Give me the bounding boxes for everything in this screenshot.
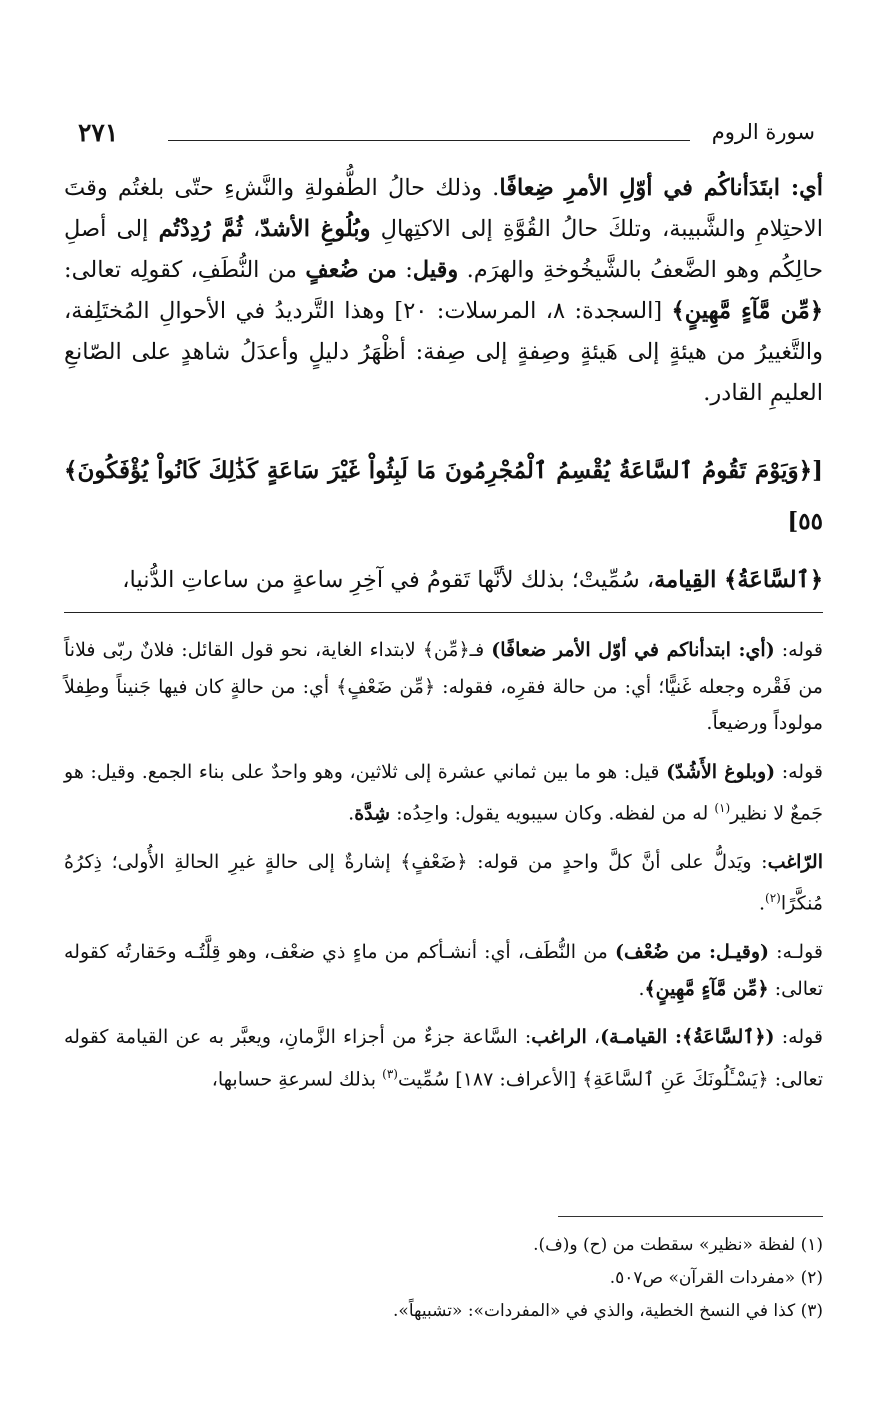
text-bold-2: وبُلُوغِ الأشدّ (260, 216, 371, 242)
c4-a: قولـه: (769, 941, 823, 964)
c4-text: من النُّطَف، أي: أنشـأكم من ماءٍ ذي ضعْف، وهو قِلَّتُـه وحَقارتُه كقوله تعالى: (64, 941, 823, 1000)
text-bold-3: ثُمَّ رُدِدْتُم (158, 216, 243, 242)
c5-quote: (﴿ٱلسَّاعَةُ﴾: القيامـة) (600, 1026, 775, 1049)
quran-quote: ﴿مِّن مَّآءٍ مَّهِينٍ﴾ (671, 298, 824, 324)
text-bold-5: من ضُعفٍ (305, 257, 397, 283)
commentary-paragraph-3 (64, 844, 823, 922)
surah-title: سورة الروم (711, 120, 815, 144)
quran-verse: [﴿وَيَوْمَ تَقُومُ ٱلسَّاعَةُ يُقْسِمُ ٱلْمُجْرِمُونَ مَا لَبِثُواْ غَيْرَ سَاعَةٍ كَذَٰلِكَ كَانُواْ يُؤْفَكُونَ﴾ ٥٥] (64, 457, 823, 535)
glossary-text: ، سُمِّيتْ؛ بذلك لأنَّها تَقومُ في آخِرِ ساعةٍ من ساعاتِ الدُّنيا، (122, 567, 655, 593)
footnote-ref-2[interactable]: (٢) (765, 891, 781, 906)
text-3: إلى أصلِ حالِكُم وهو الضَّعفُ بالشَّيخُوخةِ والهرَم. (64, 216, 824, 283)
c1-text: فـ﴿مِّن﴾ لابتداء الغاية، نحو قول القائل: فلانٌ ربّى فلاناً من فَقْره وجعله غَنيًّا؛ أي: من حالة فقرِه، فقوله: ﴿مِّن ضَعْفٍ﴾ أي: من حالةٍ كان فيها جَنيناً وطِفلاً مولوداً ورضيعاً. (64, 639, 823, 734)
commentary-paragraph-5 (64, 1019, 823, 1097)
footnote-3: (٣) كذا في النسخ الخطية، والذي في «المفردات»: «تشبيهاً». (393, 1301, 823, 1321)
c5-end: بذلك لسرعةِ حسابها، (211, 1067, 383, 1090)
footnotes (64, 1232, 823, 1331)
commentary-paragraph-1 (64, 632, 823, 742)
c2-a: قوله: (775, 760, 823, 783)
section-divider (64, 612, 823, 613)
text-1: . وذلك حالُ الطُّفولةِ والنَّشءِ حتّى بلغتُم وقتَ الاحتِلامِ والشَّبيبة، وتلكَ حالُ القُوَّةِ إلى الاكتِهالِ (64, 175, 823, 242)
text-6: [السجدة: ٨، المرسلات: ٢٠] وهذا التَّرديدُ في الأحوالِ المُختَلِفة، والتَّغييرُ من هيئةٍ إلى هَيئةٍ وصِفةٍ إلى صِفة: أظْهَرُ دليلٍ وأعدَلُ شاهدٍ على الصّانعِ العليمِ القادر. (64, 298, 823, 406)
c2-text-2: له من لفظه. وكان سيبويه يقول: واحِدُه: (390, 802, 715, 825)
c1-quote: (أي: ابتدأناكم في أوّل الأمر ضعافًا) (491, 639, 775, 661)
c3-end: . (758, 892, 765, 915)
c2-end: . (348, 802, 355, 825)
c2-bold: شِدَّة (354, 802, 391, 825)
c4-quran: ﴿مِّن مَّآءٍ مَّهِينٍ﴾ (644, 977, 769, 1000)
glossary-term: ﴿ٱلسَّاعَةُ﴾ القِيامة (654, 567, 823, 593)
main-text (64, 168, 823, 414)
page-header (78, 118, 815, 158)
c1-a: قوله: (774, 639, 823, 661)
c5-source: الراغب (531, 1026, 587, 1049)
main-paragraph (64, 168, 823, 414)
text-2: ، (242, 216, 261, 242)
text-4: : (396, 257, 413, 283)
c5-sep: ، (586, 1026, 601, 1049)
footnote-ref-3[interactable]: (٣) (382, 1066, 398, 1081)
c4-quote: (وقيـل: من ضُعْف) (615, 941, 769, 964)
c3-text: : ويَدلُّ على أنَّ كلَّ واحدٍ من قوله: ﴿ضَعْفٍ﴾ إشارةٌ إلى حالةٍ غيرِ الحالةِ الأُولى؛ ذِكرُهُ مُنكَّرًا (64, 850, 823, 915)
header-rule (168, 140, 690, 141)
commentary-paragraph-2 (64, 754, 823, 832)
c4-end: . (638, 977, 645, 1000)
c2-quote: (وبلوغ الأَشُدّ) (666, 760, 776, 783)
page-number: ٢٧١ (78, 118, 119, 147)
footnote-2: (٢) «مفردات القرآن» ص٥٠٧. (609, 1268, 823, 1288)
text-5: من النُّطَفِ، كقولِه تعالى: (64, 257, 306, 283)
c5-text: : السَّاعة جزءٌ من أجزاء الزَّمانِ، ويعبَّر به عن القيامة كقوله تعالى: ﴿يَسْـَٔلُونَكَ عَنِ ٱلسَّاعَةِ﴾ [الأعراف: ١٨٧] سُمِّيت (64, 1026, 823, 1090)
c2-text: قيل: هو ما بين ثماني عشرة إلى ثلاثين، وهو واحدٌ على بناء الجمع. وقيل: هو جَمعٌ لا نظير (64, 760, 823, 825)
text-bold-1: أي: ابتَدَأناكُم في أوّلِ الأمرِ ضِعافًا (499, 175, 824, 201)
commentary (64, 632, 823, 1109)
footnote-rule (558, 1216, 823, 1217)
footnote-1: (١) لفظة «نظير» سقطت من (ح) و(ف). (533, 1235, 823, 1255)
glossary-line (64, 560, 823, 600)
c3-source: الرّاغب (767, 850, 823, 873)
c5-a: قوله: (774, 1026, 824, 1049)
text-bold-4: وقيل (412, 257, 459, 283)
commentary-paragraph-4 (64, 934, 823, 1007)
footnote-ref-1[interactable]: (١) (714, 801, 731, 815)
